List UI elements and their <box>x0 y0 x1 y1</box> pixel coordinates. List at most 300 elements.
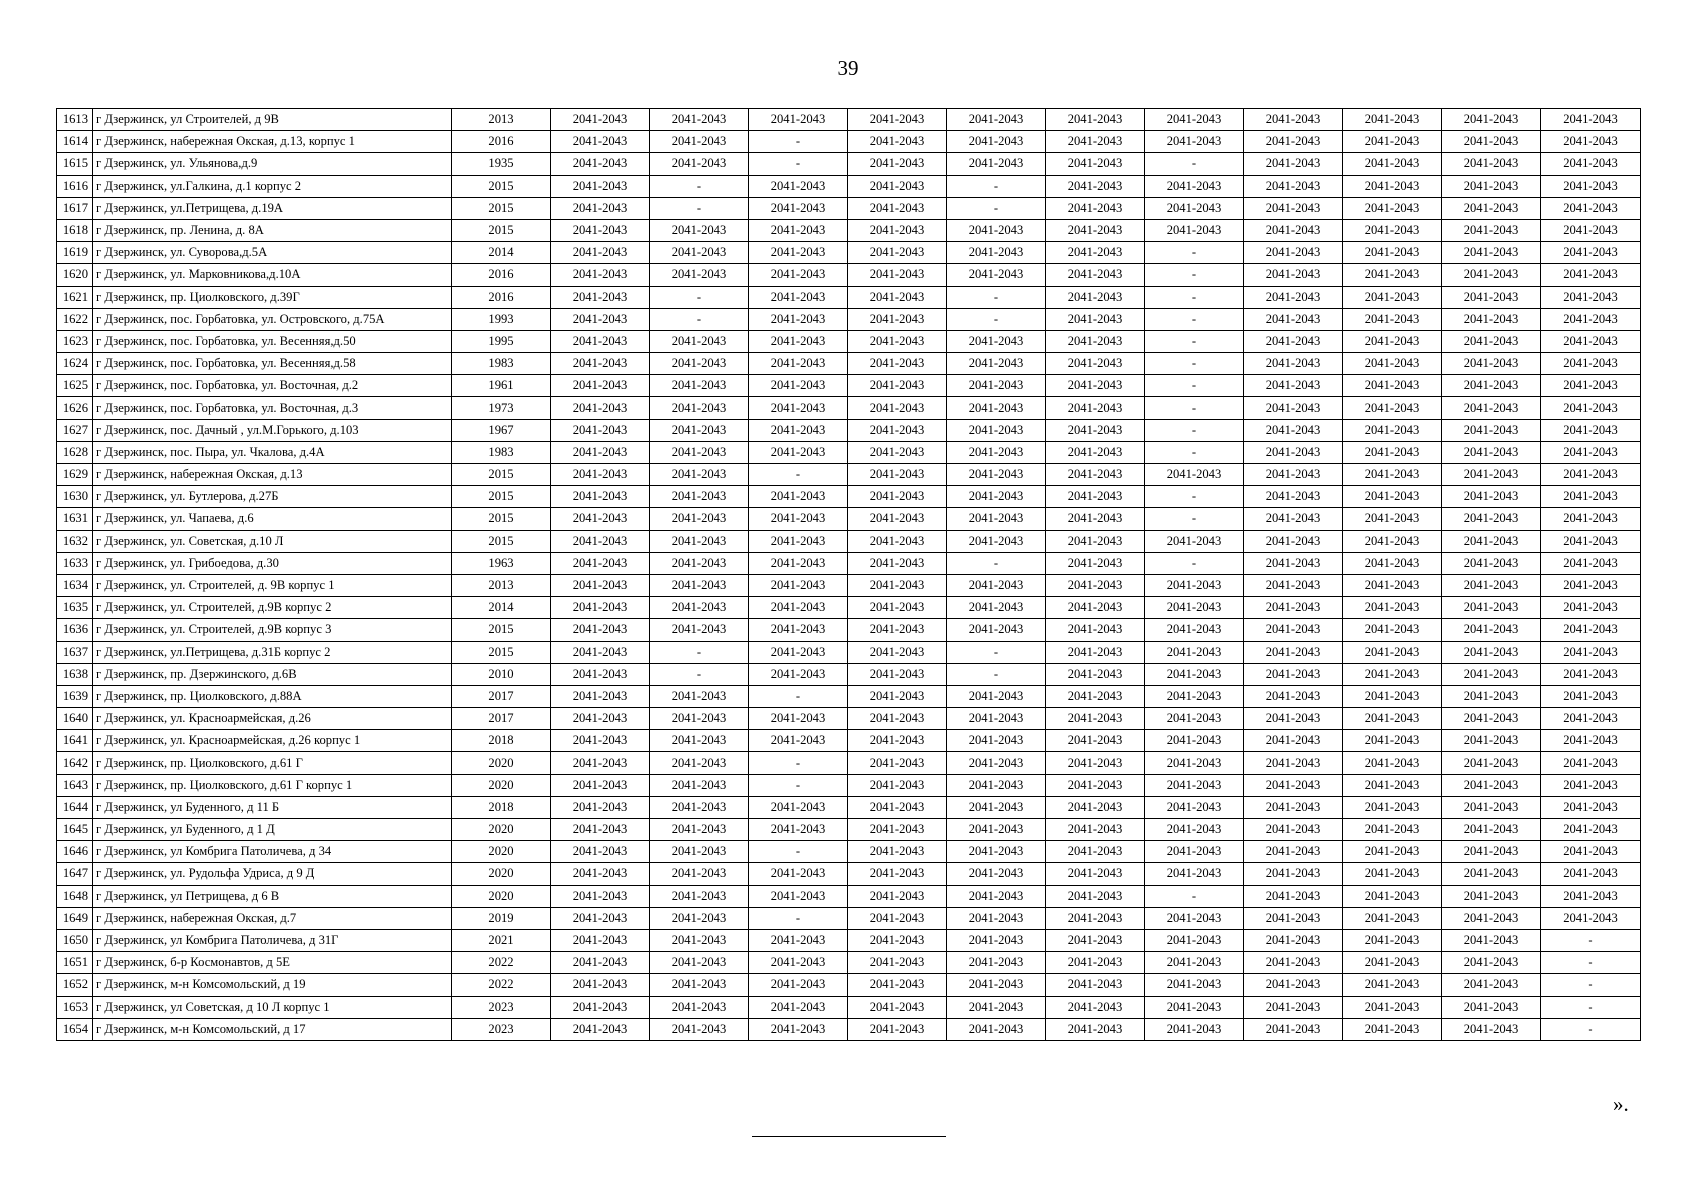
period-cell: 2041-2043 <box>650 708 749 730</box>
period-cell: 2041-2043 <box>1046 242 1145 264</box>
row-number-cell: 1651 <box>57 952 93 974</box>
row-number-cell: 1641 <box>57 730 93 752</box>
period-cell: 2041-2043 <box>1046 619 1145 641</box>
period-cell: 2041-2043 <box>749 508 848 530</box>
period-cell: 2041-2043 <box>1046 419 1145 441</box>
year-cell: 2016 <box>452 286 551 308</box>
period-cell: 2041-2043 <box>1442 308 1541 330</box>
period-cell: 2041-2043 <box>551 219 650 241</box>
table-row <box>57 308 1641 330</box>
year-cell: 2016 <box>452 264 551 286</box>
period-cell: 2041-2043 <box>1442 153 1541 175</box>
period-cell: 2041-2043 <box>1541 685 1641 707</box>
row-number-cell: 1618 <box>57 219 93 241</box>
period-cell: 2041-2043 <box>1343 685 1442 707</box>
period-cell: 2041-2043 <box>1046 330 1145 352</box>
period-cell: 2041-2043 <box>1442 641 1541 663</box>
table-row <box>57 796 1641 818</box>
period-cell: 2041-2043 <box>551 109 650 131</box>
period-cell: 2041-2043 <box>551 419 650 441</box>
table-row <box>57 486 1641 508</box>
table-row <box>57 530 1641 552</box>
period-cell: 2041-2043 <box>650 685 749 707</box>
period-cell: 2041-2043 <box>1442 242 1541 264</box>
period-cell: 2041-2043 <box>1244 1018 1343 1040</box>
period-cell: 2041-2043 <box>749 996 848 1018</box>
period-cell: 2041-2043 <box>1343 375 1442 397</box>
period-cell: - <box>650 641 749 663</box>
period-cell: 2041-2043 <box>1046 685 1145 707</box>
period-cell: 2041-2043 <box>1145 752 1244 774</box>
period-cell: - <box>947 552 1046 574</box>
period-cell: 2041-2043 <box>1442 219 1541 241</box>
period-cell: 2041-2043 <box>551 952 650 974</box>
period-cell: 2041-2043 <box>551 885 650 907</box>
period-cell: 2041-2043 <box>1046 974 1145 996</box>
address-cell: г Дзержинск, ул. Красноармейская, д.26 корпус 1 <box>93 730 452 752</box>
period-cell: 2041-2043 <box>848 153 947 175</box>
registry-table <box>56 108 1641 1041</box>
year-cell: 2021 <box>452 929 551 951</box>
period-cell: 2041-2043 <box>1244 552 1343 574</box>
row-number-cell: 1626 <box>57 397 93 419</box>
period-cell: 2041-2043 <box>848 286 947 308</box>
period-cell: 2041-2043 <box>1541 730 1641 752</box>
period-cell: 2041-2043 <box>1343 353 1442 375</box>
period-cell: 2041-2043 <box>848 796 947 818</box>
period-cell: 2041-2043 <box>1442 685 1541 707</box>
period-cell: 2041-2043 <box>1442 996 1541 1018</box>
period-cell: 2041-2043 <box>749 308 848 330</box>
period-cell: 2041-2043 <box>650 375 749 397</box>
year-cell: 1935 <box>452 153 551 175</box>
period-cell: 2041-2043 <box>1541 175 1641 197</box>
period-cell: 2041-2043 <box>1145 641 1244 663</box>
period-cell: 2041-2043 <box>1046 552 1145 574</box>
period-cell: 2041-2043 <box>1442 752 1541 774</box>
period-cell: 2041-2043 <box>749 109 848 131</box>
period-cell: 2041-2043 <box>947 242 1046 264</box>
period-cell: 2041-2043 <box>1343 752 1442 774</box>
address-cell: г Дзержинск, ул Буденного, д 11 Б <box>93 796 452 818</box>
period-cell: - <box>1145 486 1244 508</box>
period-cell: 2041-2043 <box>1046 663 1145 685</box>
period-cell: 2041-2043 <box>1046 508 1145 530</box>
period-cell: 2041-2043 <box>1244 486 1343 508</box>
period-cell: 2041-2043 <box>1145 863 1244 885</box>
period-cell: 2041-2043 <box>1442 530 1541 552</box>
period-cell: 2041-2043 <box>1244 952 1343 974</box>
period-cell: 2041-2043 <box>1145 952 1244 974</box>
row-number-cell: 1624 <box>57 353 93 375</box>
period-cell: 2041-2043 <box>1343 952 1442 974</box>
period-cell: 2041-2043 <box>1145 685 1244 707</box>
period-cell: 2041-2043 <box>1343 109 1442 131</box>
period-cell: 2041-2043 <box>1442 441 1541 463</box>
period-cell: 2041-2043 <box>848 419 947 441</box>
period-cell: 2041-2043 <box>1046 308 1145 330</box>
period-cell: 2041-2043 <box>1244 774 1343 796</box>
period-cell: 2041-2043 <box>551 375 650 397</box>
period-cell: 2041-2043 <box>848 219 947 241</box>
period-cell: 2041-2043 <box>551 530 650 552</box>
year-cell: 2016 <box>452 131 551 153</box>
period-cell: 2041-2043 <box>650 796 749 818</box>
period-cell: 2041-2043 <box>1244 530 1343 552</box>
period-cell: 2041-2043 <box>1541 796 1641 818</box>
period-cell: 2041-2043 <box>1244 819 1343 841</box>
address-cell: г Дзержинск, ул Советская, д 10 Л корпус 1 <box>93 996 452 1018</box>
period-cell: 2041-2043 <box>1145 131 1244 153</box>
address-cell: г Дзержинск, ул. Грибоедова, д.30 <box>93 552 452 574</box>
period-cell: 2041-2043 <box>650 619 749 641</box>
period-cell: 2041-2043 <box>551 441 650 463</box>
address-cell: г Дзержинск, пос. Горбатовка, ул. Восточная, д.2 <box>93 375 452 397</box>
period-cell: 2041-2043 <box>947 974 1046 996</box>
period-cell: 2041-2043 <box>1442 264 1541 286</box>
year-cell: 2014 <box>452 597 551 619</box>
period-cell: 2041-2043 <box>1244 308 1343 330</box>
period-cell: 2041-2043 <box>1046 109 1145 131</box>
table-row <box>57 353 1641 375</box>
period-cell: 2041-2043 <box>1145 907 1244 929</box>
period-cell: 2041-2043 <box>947 574 1046 596</box>
period-cell: 2041-2043 <box>947 219 1046 241</box>
table-row <box>57 663 1641 685</box>
period-cell: 2041-2043 <box>947 863 1046 885</box>
period-cell: 2041-2043 <box>848 774 947 796</box>
period-cell: 2041-2043 <box>749 708 848 730</box>
period-cell: 2041-2043 <box>1046 1018 1145 1040</box>
period-cell: 2041-2043 <box>551 486 650 508</box>
period-cell: 2041-2043 <box>1343 796 1442 818</box>
period-cell: 2041-2043 <box>749 219 848 241</box>
period-cell: 2041-2043 <box>1145 796 1244 818</box>
period-cell: 2041-2043 <box>1244 175 1343 197</box>
row-number-cell: 1637 <box>57 641 93 663</box>
period-cell: 2041-2043 <box>1343 330 1442 352</box>
period-cell: 2041-2043 <box>650 219 749 241</box>
period-cell: 2041-2043 <box>749 375 848 397</box>
period-cell: 2041-2043 <box>1343 286 1442 308</box>
row-number-cell: 1633 <box>57 552 93 574</box>
year-cell: 2022 <box>452 974 551 996</box>
period-cell: - <box>1541 996 1641 1018</box>
period-cell: 2041-2043 <box>1343 907 1442 929</box>
period-cell: 2041-2043 <box>1046 441 1145 463</box>
period-cell: 2041-2043 <box>1442 863 1541 885</box>
period-cell: 2041-2043 <box>1442 353 1541 375</box>
period-cell: 2041-2043 <box>650 885 749 907</box>
period-cell: 2041-2043 <box>1541 819 1641 841</box>
table-row <box>57 641 1641 663</box>
period-cell: 2041-2043 <box>650 441 749 463</box>
period-cell: 2041-2043 <box>947 774 1046 796</box>
row-number-cell: 1638 <box>57 663 93 685</box>
period-cell: 2041-2043 <box>848 441 947 463</box>
address-cell: г Дзержинск, м-н Комсомольский, д 17 <box>93 1018 452 1040</box>
period-cell: 2041-2043 <box>1244 685 1343 707</box>
year-cell: 2018 <box>452 730 551 752</box>
period-cell: 2041-2043 <box>650 419 749 441</box>
period-cell: - <box>947 308 1046 330</box>
period-cell: 2041-2043 <box>1343 508 1442 530</box>
period-cell: 2041-2043 <box>1046 219 1145 241</box>
period-cell: 2041-2043 <box>1442 819 1541 841</box>
table-row <box>57 708 1641 730</box>
period-cell: 2041-2043 <box>1442 464 1541 486</box>
period-cell: 2041-2043 <box>1541 885 1641 907</box>
year-cell: 2020 <box>452 841 551 863</box>
table-row <box>57 685 1641 707</box>
period-cell: 2041-2043 <box>551 286 650 308</box>
row-number-cell: 1621 <box>57 286 93 308</box>
period-cell: 2041-2043 <box>1046 530 1145 552</box>
period-cell: 2041-2043 <box>947 397 1046 419</box>
period-cell: 2041-2043 <box>749 974 848 996</box>
period-cell: 2041-2043 <box>1343 464 1442 486</box>
period-cell: 2041-2043 <box>848 907 947 929</box>
period-cell: - <box>1541 929 1641 951</box>
period-cell: - <box>1145 375 1244 397</box>
period-cell: 2041-2043 <box>1244 929 1343 951</box>
period-cell: 2041-2043 <box>1244 286 1343 308</box>
period-cell: 2041-2043 <box>551 464 650 486</box>
period-cell: 2041-2043 <box>848 641 947 663</box>
period-cell: 2041-2043 <box>1046 952 1145 974</box>
period-cell: 2041-2043 <box>1442 597 1541 619</box>
period-cell: 2041-2043 <box>1244 863 1343 885</box>
period-cell: - <box>1145 397 1244 419</box>
address-cell: г Дзержинск, ул. Бутлерова, д.27Б <box>93 486 452 508</box>
table-row <box>57 774 1641 796</box>
period-cell: 2041-2043 <box>1046 486 1145 508</box>
period-cell: 2041-2043 <box>1343 619 1442 641</box>
year-cell: 2015 <box>452 641 551 663</box>
period-cell: 2041-2043 <box>551 552 650 574</box>
period-cell: 2041-2043 <box>1442 885 1541 907</box>
row-number-cell: 1639 <box>57 685 93 707</box>
period-cell: 2041-2043 <box>1541 109 1641 131</box>
period-cell: 2041-2043 <box>1046 264 1145 286</box>
period-cell: 2041-2043 <box>749 397 848 419</box>
period-cell: 2041-2043 <box>551 597 650 619</box>
period-cell: 2041-2043 <box>947 419 1046 441</box>
period-cell: 2041-2043 <box>947 619 1046 641</box>
period-cell: 2041-2043 <box>1343 641 1442 663</box>
period-cell: - <box>1145 264 1244 286</box>
period-cell: 2041-2043 <box>650 242 749 264</box>
period-cell: 2041-2043 <box>1244 796 1343 818</box>
period-cell: 2041-2043 <box>947 353 1046 375</box>
period-cell: 2041-2043 <box>1244 885 1343 907</box>
period-cell: 2041-2043 <box>1046 153 1145 175</box>
period-cell: 2041-2043 <box>749 353 848 375</box>
period-cell: 2041-2043 <box>551 974 650 996</box>
period-cell: 2041-2043 <box>1244 641 1343 663</box>
period-cell: 2041-2043 <box>848 952 947 974</box>
period-cell: 2041-2043 <box>551 153 650 175</box>
address-cell: г Дзержинск, ул. Марковникова,д.10А <box>93 264 452 286</box>
period-cell: 2041-2043 <box>1541 353 1641 375</box>
period-cell: - <box>1541 1018 1641 1040</box>
period-cell: - <box>1145 353 1244 375</box>
address-cell: г Дзержинск, набережная Окская, д.13, корпус 1 <box>93 131 452 153</box>
period-cell: 2041-2043 <box>1541 419 1641 441</box>
period-cell: 2041-2043 <box>1442 929 1541 951</box>
year-cell: 2015 <box>452 619 551 641</box>
period-cell: 2041-2043 <box>650 819 749 841</box>
period-cell: 2041-2043 <box>848 552 947 574</box>
period-cell: 2041-2043 <box>1442 197 1541 219</box>
period-cell: 2041-2043 <box>1442 1018 1541 1040</box>
period-cell: 2041-2043 <box>551 330 650 352</box>
period-cell: 2041-2043 <box>1442 574 1541 596</box>
row-number-cell: 1652 <box>57 974 93 996</box>
closing-mark: ». <box>1613 1092 1629 1116</box>
period-cell: 2041-2043 <box>1046 574 1145 596</box>
period-cell: 2041-2043 <box>1343 574 1442 596</box>
footer-rule <box>752 1136 946 1137</box>
period-cell: 2041-2043 <box>1541 841 1641 863</box>
period-cell: 2041-2043 <box>749 264 848 286</box>
period-cell: - <box>749 464 848 486</box>
period-cell: 2041-2043 <box>848 730 947 752</box>
period-cell: 2041-2043 <box>1343 175 1442 197</box>
period-cell: 2041-2043 <box>1145 663 1244 685</box>
period-cell: 2041-2043 <box>947 685 1046 707</box>
period-cell: 2041-2043 <box>1343 863 1442 885</box>
row-number-cell: 1630 <box>57 486 93 508</box>
period-cell: 2041-2043 <box>1046 841 1145 863</box>
period-cell: 2041-2043 <box>848 974 947 996</box>
address-cell: г Дзержинск, ул.Галкина, д.1 корпус 2 <box>93 175 452 197</box>
table-row <box>57 552 1641 574</box>
period-cell: 2041-2043 <box>947 330 1046 352</box>
period-cell: 2041-2043 <box>1541 486 1641 508</box>
period-cell: 2041-2043 <box>749 330 848 352</box>
period-cell: 2041-2043 <box>1046 131 1145 153</box>
period-cell: 2041-2043 <box>1541 131 1641 153</box>
period-cell: 2041-2043 <box>1541 441 1641 463</box>
year-cell: 2020 <box>452 885 551 907</box>
period-cell: 2041-2043 <box>1145 574 1244 596</box>
row-number-cell: 1649 <box>57 907 93 929</box>
period-cell: 2041-2043 <box>551 175 650 197</box>
period-cell: 2041-2043 <box>1046 375 1145 397</box>
table-row <box>57 109 1641 131</box>
period-cell: 2041-2043 <box>1442 708 1541 730</box>
year-cell: 2017 <box>452 708 551 730</box>
period-cell: 2041-2043 <box>848 109 947 131</box>
period-cell: 2041-2043 <box>947 153 1046 175</box>
row-number-cell: 1616 <box>57 175 93 197</box>
period-cell: 2041-2043 <box>650 552 749 574</box>
year-cell: 1963 <box>452 552 551 574</box>
period-cell: 2041-2043 <box>1244 131 1343 153</box>
period-cell: 2041-2043 <box>1541 397 1641 419</box>
address-cell: г Дзержинск, пос. Горбатовка, ул. Восточная, д.3 <box>93 397 452 419</box>
period-cell: 2041-2043 <box>1244 353 1343 375</box>
period-cell: 2041-2043 <box>551 996 650 1018</box>
address-cell: г Дзержинск, пос. Горбатовка, ул. Островского, д.75А <box>93 308 452 330</box>
period-cell: 2041-2043 <box>1046 286 1145 308</box>
period-cell: 2041-2043 <box>848 242 947 264</box>
period-cell: 2041-2043 <box>749 1018 848 1040</box>
period-cell: 2041-2043 <box>1244 996 1343 1018</box>
period-cell: 2041-2043 <box>650 996 749 1018</box>
period-cell: - <box>1145 419 1244 441</box>
period-cell: 2041-2043 <box>848 375 947 397</box>
period-cell: 2041-2043 <box>749 885 848 907</box>
address-cell: г Дзержинск, пос. Дачный , ул.М.Горького, д.103 <box>93 419 452 441</box>
table-row <box>57 574 1641 596</box>
period-cell: 2041-2043 <box>1343 219 1442 241</box>
period-cell: 2041-2043 <box>551 1018 650 1040</box>
period-cell: 2041-2043 <box>551 264 650 286</box>
period-cell: 2041-2043 <box>650 929 749 951</box>
period-cell: 2041-2043 <box>1442 907 1541 929</box>
period-cell: 2041-2043 <box>1541 641 1641 663</box>
period-cell: 2041-2043 <box>1145 619 1244 641</box>
year-cell: 2019 <box>452 907 551 929</box>
period-cell: 2041-2043 <box>1541 464 1641 486</box>
period-cell: 2041-2043 <box>947 708 1046 730</box>
period-cell: 2041-2043 <box>1244 419 1343 441</box>
period-cell: - <box>947 641 1046 663</box>
period-cell: - <box>650 286 749 308</box>
year-cell: 1995 <box>452 330 551 352</box>
period-cell: 2041-2043 <box>1343 663 1442 685</box>
row-number-cell: 1622 <box>57 308 93 330</box>
period-cell: 2041-2043 <box>749 819 848 841</box>
period-cell: 2041-2043 <box>1343 730 1442 752</box>
address-cell: г Дзержинск, пр. Ленина, д. 8А <box>93 219 452 241</box>
year-cell: 1973 <box>452 397 551 419</box>
table-row <box>57 996 1641 1018</box>
period-cell: 2041-2043 <box>1244 730 1343 752</box>
address-cell: г Дзержинск, пос. Горбатовка, ул. Весенняя,д.50 <box>93 330 452 352</box>
period-cell: 2041-2043 <box>848 752 947 774</box>
period-cell: 2041-2043 <box>749 441 848 463</box>
row-number-cell: 1645 <box>57 819 93 841</box>
period-cell: 2041-2043 <box>1442 796 1541 818</box>
period-cell: 2041-2043 <box>848 885 947 907</box>
address-cell: г Дзержинск, пр. Дзержинского, д.6В <box>93 663 452 685</box>
period-cell: - <box>749 153 848 175</box>
period-cell: 2041-2043 <box>551 929 650 951</box>
period-cell: 2041-2043 <box>551 841 650 863</box>
period-cell: 2041-2043 <box>1541 330 1641 352</box>
period-cell: 2041-2043 <box>1145 530 1244 552</box>
table-row <box>57 441 1641 463</box>
period-cell: 2041-2043 <box>947 508 1046 530</box>
period-cell: 2041-2043 <box>1541 752 1641 774</box>
period-cell: 2041-2043 <box>848 819 947 841</box>
period-cell: 2041-2043 <box>947 929 1046 951</box>
period-cell: 2041-2043 <box>848 708 947 730</box>
year-cell: 2020 <box>452 819 551 841</box>
table-row <box>57 1018 1641 1040</box>
period-cell: 2041-2043 <box>749 796 848 818</box>
table-row <box>57 397 1641 419</box>
year-cell: 1983 <box>452 441 551 463</box>
address-cell: г Дзержинск, ул Строителей, д 9В <box>93 109 452 131</box>
address-cell: г Дзержинск, б-р Космонавтов, д 5Е <box>93 952 452 974</box>
row-number-cell: 1635 <box>57 597 93 619</box>
period-cell: 2041-2043 <box>1145 774 1244 796</box>
address-cell: г Дзержинск, ул. Красноармейская, д.26 <box>93 708 452 730</box>
